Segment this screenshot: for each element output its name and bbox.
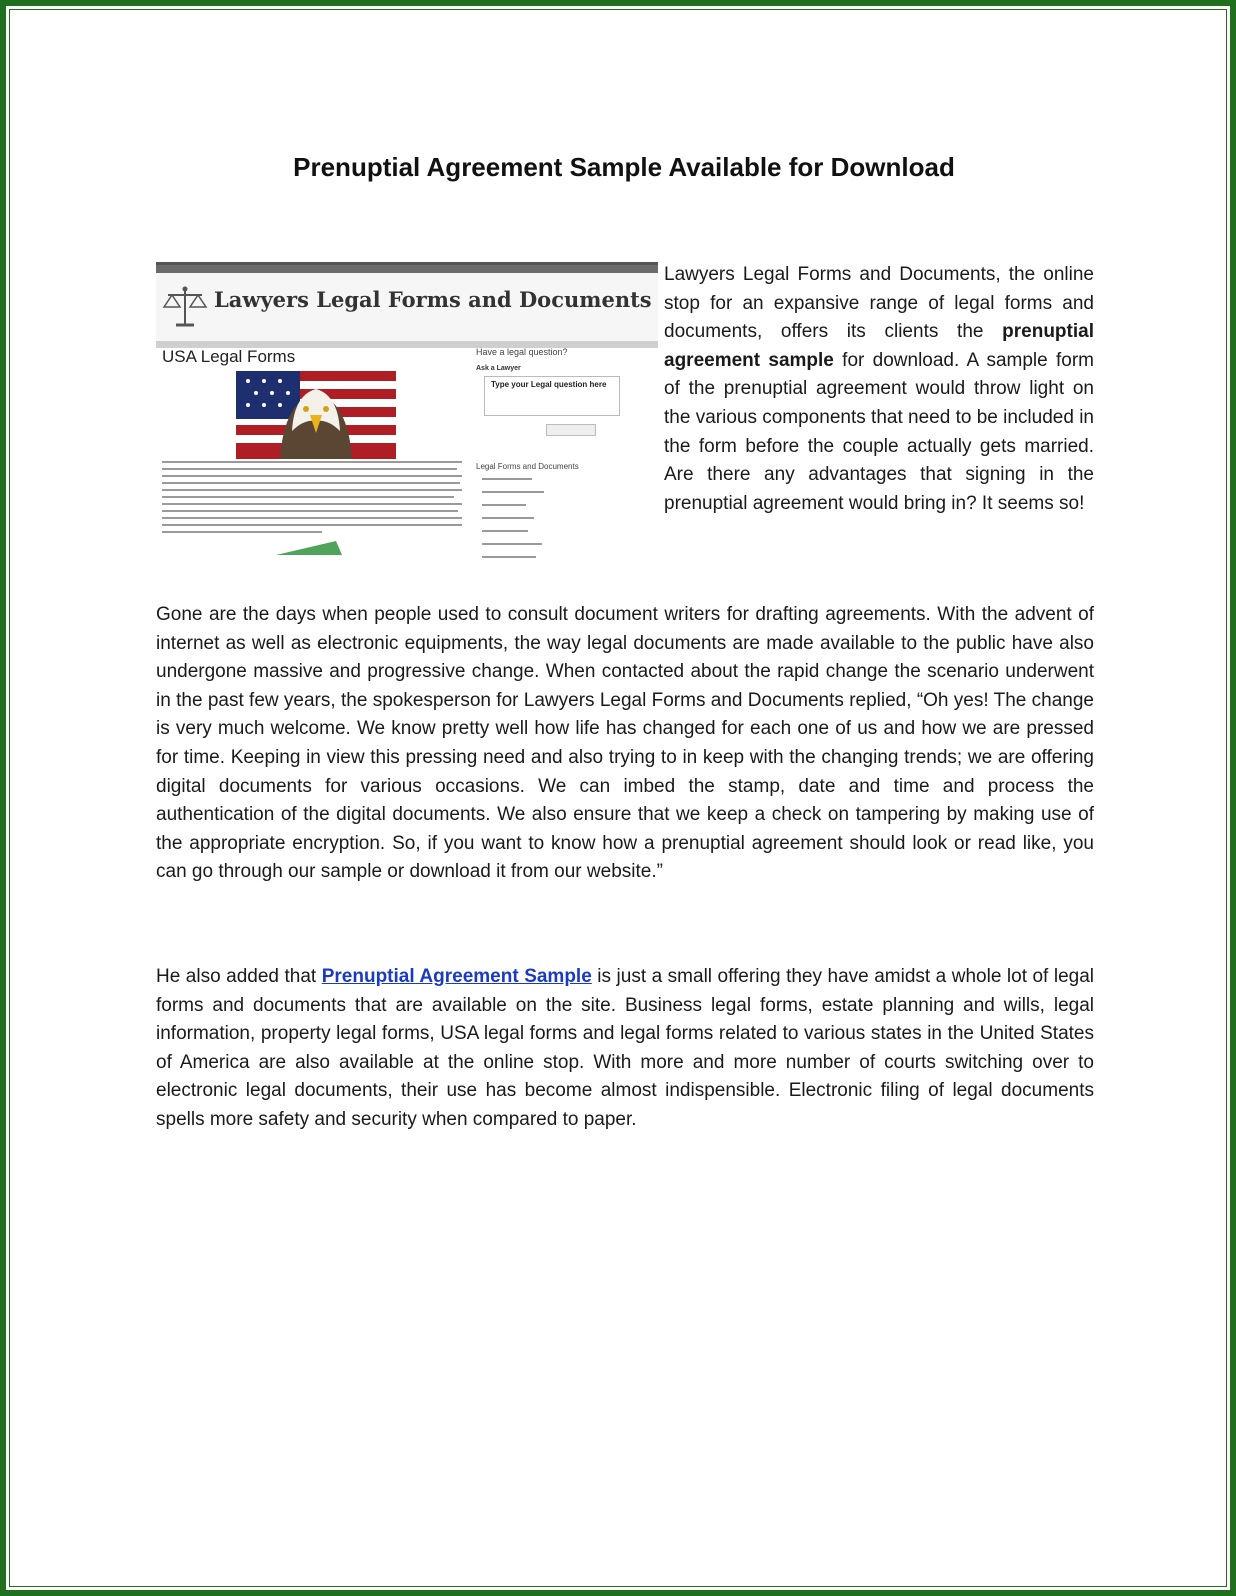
green-graphic	[276, 537, 346, 555]
screenshot-list-item	[482, 516, 652, 523]
screenshot-list-item	[482, 503, 652, 510]
screenshot-list-item	[482, 490, 652, 497]
screenshot-ask-button	[546, 424, 596, 436]
screenshot-list-item	[482, 529, 652, 536]
screenshot-list-item	[482, 542, 652, 549]
screenshot-site-name: Lawyers Legal Forms and Documents	[214, 287, 652, 312]
screenshot-sidebar	[476, 347, 652, 565]
website-screenshot-image	[156, 262, 658, 565]
intro-bold-phrase: prenuptial agreement sample	[664, 321, 1094, 371]
screenshot-ask-heading: Have a legal question?	[476, 347, 568, 357]
para3-text-start: He also added that	[156, 966, 322, 987]
screenshot-question-box: Type your Legal question here	[484, 376, 620, 416]
screenshot-header	[156, 273, 658, 342]
eagle-flag-image	[236, 371, 396, 459]
screenshot-list-item	[482, 555, 652, 562]
intro-text-end: for download. A sample form of the prenuptial agreement would throw light on the various components that need to be included in the form before the couple actually gets married. Are there any advantages that signing in the prenuptial agreement would bring in? It seems so!	[664, 349, 1094, 514]
intro-text-start: Lawyers Legal Forms and Documents, the online stop for an expansive range of legal forms and documents, offers its clients the	[664, 264, 1094, 343]
screenshot-ask-label: Ask a Lawyer	[476, 365, 521, 372]
body-paragraph-3	[156, 963, 1094, 1135]
para3-text-end: is just a small offering they have amidst a whole lot of legal forms and documents that are available on the site. Business legal forms, estate planning and wills, legal information, property legal forms, USA legal forms and legal forms related to various states in the United States of America are also available at the online stop. With more and more number of courts switching over to electronic legal documents, their use has become almost indispensible. Electronic filing of legal documents spells more safety and security when compared to paper.	[156, 966, 1094, 1130]
prenuptial-sample-link[interactable]: Prenuptial Agreement Sample	[321, 966, 592, 987]
intro-paragraph	[664, 261, 1094, 518]
screenshot-list-heading: Legal Forms and Documents	[476, 462, 579, 471]
screenshot-body-text-lines	[162, 461, 462, 538]
screenshot-top-bar	[156, 265, 658, 273]
document-title: Prenuptial Agreement Sample Available for Download	[293, 152, 955, 182]
scales-of-justice-icon	[162, 285, 208, 329]
body-paragraph-2: Gone are the days when people used to consult document writers for drafting agreements. With the advent of internet as well as electronic equipments, the way legal documents are made available to the public have also undergone massive and progressive change. When contacted about the rapid change the scenario underwent in the past few years, the spokesperson for Lawyers Legal Forms and Documents replied, “Oh yes! The change is very much welcome. We know pretty well how life has changed for each one of us and how we are pressed for time. Keeping in view this pressing need and also trying to in keep with the changing trends; we are offering digital documents for various occasions. We can imbed the stamp, date and time and process the authentication of the digital documents. We also ensure that we keep a check on tampering by making use of the appropriate encryption. So, if you want to know how a prenuptial agreement should look or read like, you can go through our sample or download it from our website.”	[156, 604, 1094, 883]
screenshot-list-item	[482, 477, 652, 484]
screenshot-section-title: USA Legal Forms	[162, 347, 296, 366]
